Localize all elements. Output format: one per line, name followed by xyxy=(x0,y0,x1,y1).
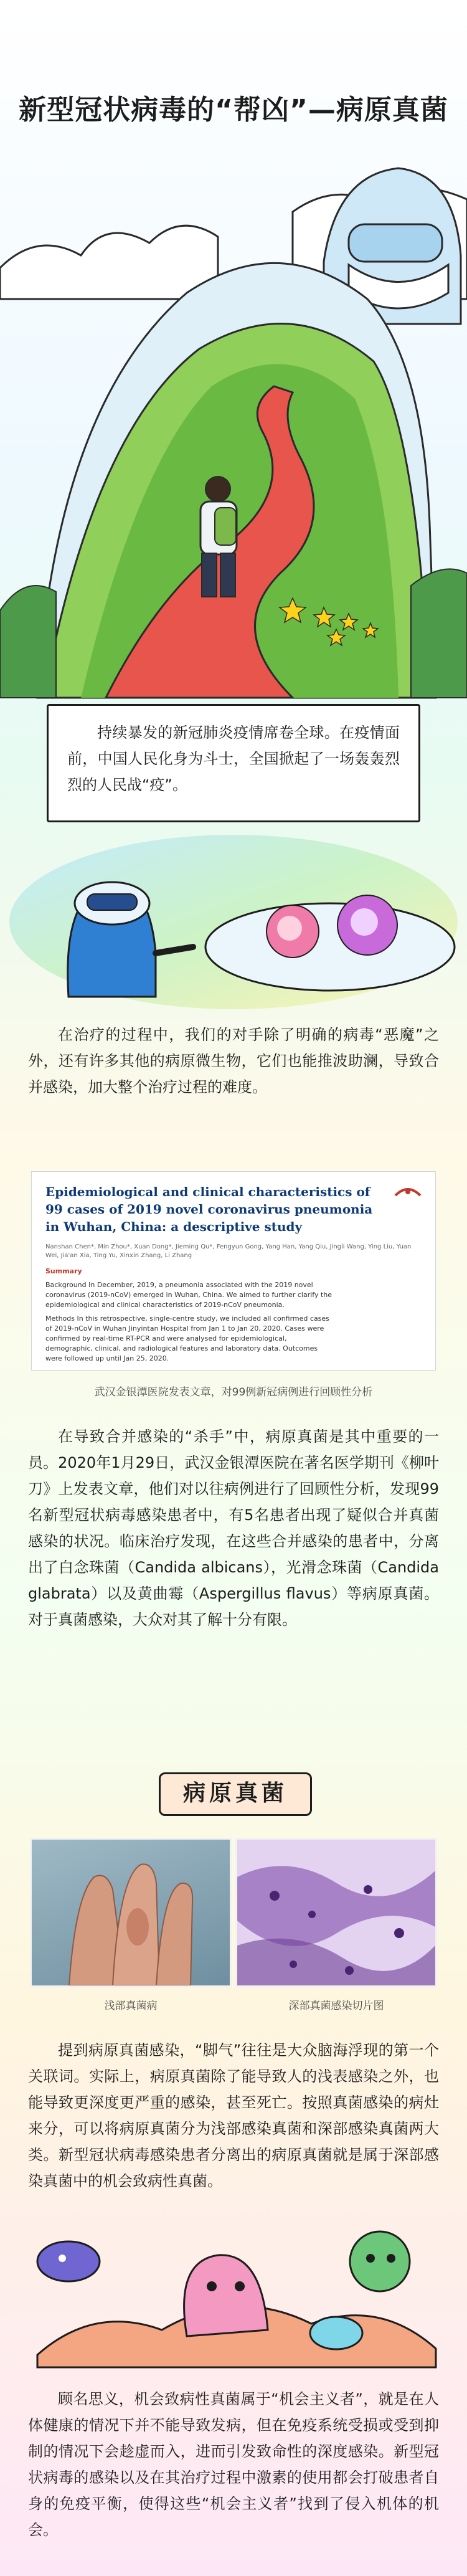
green-microbe xyxy=(350,2231,410,2291)
section-tag-pathogenic-fungi: 病原真菌 xyxy=(159,1772,312,1816)
deep-infection-slide-photo xyxy=(235,1838,437,1987)
lancet-article-card xyxy=(31,1171,436,1371)
microbe-characters-illustration xyxy=(0,2205,467,2374)
section3-text: 在导致合并感染的“杀手”中，病原真菌是其中重要的一员。2020年1月29日，武汉金银潭医院在著名医学期刊《柳叶刀》上发表文章，他们对以往病例进行了回顾性分析，发现99名新型冠状病毒感染患者中，有5名患者出现了疑似合并真菌感染的状况。临床治疗发现，在这些合并感染的患者中，分离出了白念珠菌（Candida albicans），光滑念珠菌（Candida glabrata）以及黄曲霉（Aspergillus flavus）等病原真菌。对于真菌感染，大众对其了解十分有限。 xyxy=(28,1428,439,1628)
virus-dish-illustration xyxy=(0,829,467,1015)
article-summary-background: Background In December, 2019, a pneumonia associated with the 2019 novel coronavirus (2019-nCoV) emerged in Wuhan, China. We aimed to further clarify the epidemiological and clinical characteristics of 2019-nCoV pneumonia. xyxy=(45,1281,333,1309)
article-caption: 武汉金银潭医院发表文章，对99例新冠病例进行回顾性分析 xyxy=(94,1386,373,1399)
intro-text: 持续暴发的新冠肺炎疫情席卷全球。在疫情面前，中国人民化身为斗士，全国掀起了一场轰轰烈烈的人民战“疫”。 xyxy=(67,724,400,794)
superficial-mycosis-caption: 浅部真菌病 xyxy=(104,2000,158,2012)
section2-text: 在治疗的过程中，我们的对手除了明确的病毒“恶魔”之外，还有许多其他的病原微生物，它们也能推波助澜，导致合并感染，加大整个治疗过程的难度。 xyxy=(28,1026,439,1096)
hero-illustration xyxy=(0,137,467,772)
lancet-logo-icon xyxy=(393,1183,423,1198)
intro-card xyxy=(47,704,420,822)
petri-dish xyxy=(205,903,455,991)
article-summary-methods: Methods In this retrospective, single-centre study, we included all confirmed cases of 2019-nCoV in Wuhan Jinyintan Hospital from Jan 1 to Jan 20, 2020. Cases were confirmed by real-time RT-PCR and were analysed for epidemiological, demographic, clinical, and radiological features and laboratory data. Outcomes were followed up until Jan 25, 2020. xyxy=(45,1314,329,1362)
blue-microbe xyxy=(37,2241,100,2281)
page-title: 新型冠状病毒的“帮凶”—病原真菌 xyxy=(19,94,448,126)
pink-microbe xyxy=(184,2255,268,2336)
article-authors: Nanshan Chen*, Min Zhou*, Xuan Dong*, Jieming Qu*, Fengyun Gong, Yang Han, Yang Qiu, Jingli Wang, Ying Liu, Yuan Wei, Jia'an Xia, Ting Yu, Xinxin Zhang, Li Zhang xyxy=(45,1243,412,1259)
deep-infection-caption: 深部真菌感染切片图 xyxy=(288,2000,384,2012)
superficial-mycosis-photo xyxy=(30,1838,232,1987)
cyan-microbe xyxy=(310,2317,362,2349)
article-summary-label: Summary xyxy=(45,1267,82,1275)
section5-text: 顾名思义，机会致病性真菌属于“机会主义者”，就是在人体健康的情况下并不能导致发病，但在免疫系统受损或受到抑制的情况下会趁虚而入，进而引发致命性的深度感染。新型冠状病毒的感染以及在其治疗过程中激素的使用都会打破患者自身的免疫平衡，使得这些“机会主义者”找到了侵入机体的机会。 xyxy=(28,2390,439,2539)
section4-text: 提到病原真菌感染，“脚气”往往是大众脑海浮现的第一个关联词。实际上，病原真菌除了能导致人的浅表感染之外，也能导致更深度更严重的感染，甚至死亡。按照真菌感染的病灶来分，可以将病原真菌分为浅部感染真菌和深部感染真菌两大类。新型冠状病毒感染患者分离出的病原真菌就是属于深部感染真菌中的机会致病性真菌。 xyxy=(28,2041,439,2190)
article-title: Epidemiological and clinical characteristics of 99 cases of 2019 novel coronavirus pneumonia in Wuhan, China: a descriptive study xyxy=(45,1184,373,1234)
